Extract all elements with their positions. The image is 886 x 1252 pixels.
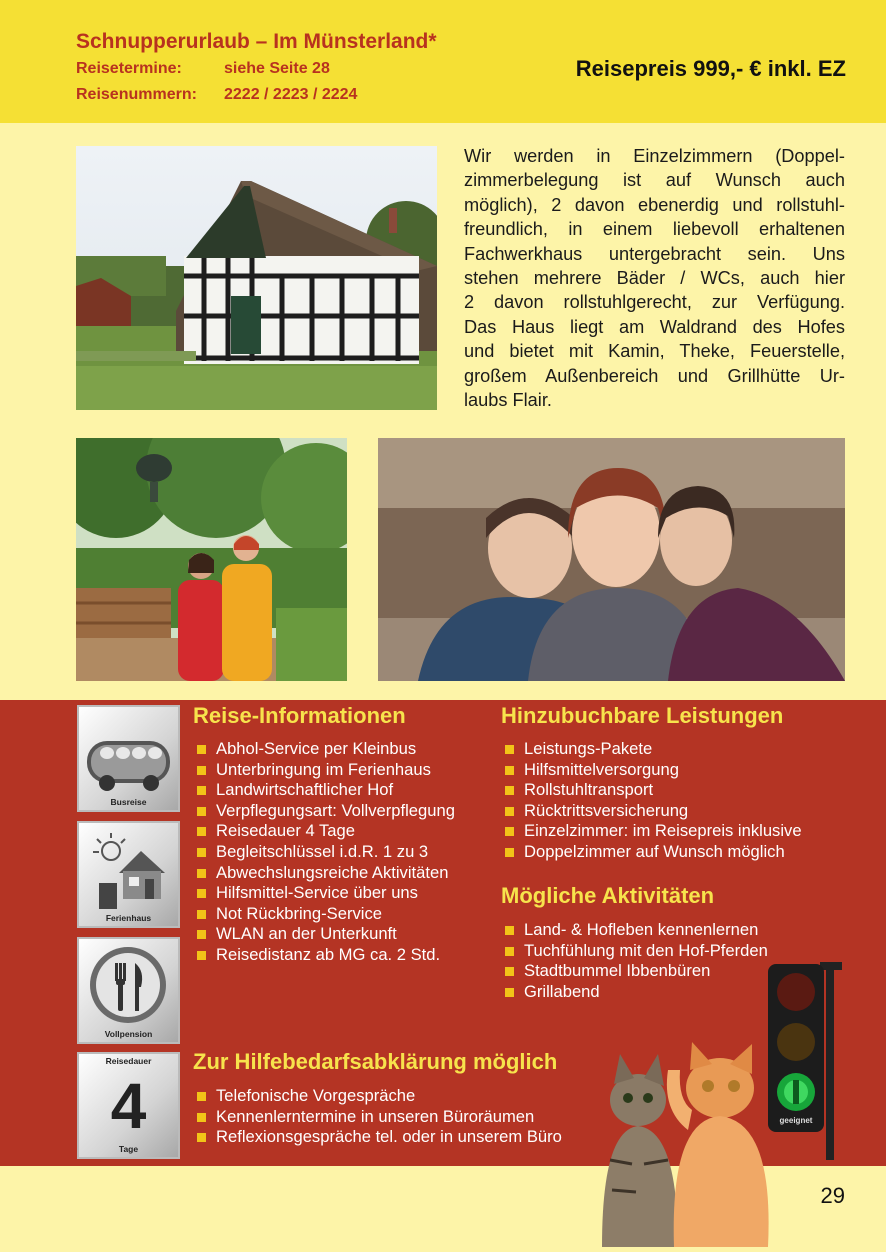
list-item: Reflexionsgespräche tel. oder in unserem Büro xyxy=(193,1127,562,1148)
garden-photo xyxy=(76,438,347,681)
reise-info-heading: Reise-Informationen xyxy=(193,703,406,728)
list-item: Telefonische Vorgespräche xyxy=(193,1086,562,1107)
intro-line: großem Außenbereich und Grillhütte Ur- xyxy=(464,365,845,386)
bus-caption: Busreise xyxy=(110,797,147,807)
reise-info-list xyxy=(193,739,455,966)
list-item: Doppelzimmer auf Wunsch möglich xyxy=(501,842,802,863)
bus-icon xyxy=(77,705,180,812)
duration-icon xyxy=(77,1052,180,1159)
traffic-light-caption: geeignet xyxy=(779,1116,813,1125)
list-item: Reisedauer 4 Tage xyxy=(193,821,455,842)
list-item: Leistungs-Pakete xyxy=(501,739,802,760)
intro-line: möglich), 2 davon ebenerdig und rollstuhl- xyxy=(464,194,845,215)
list-item: Unterbringung im Ferienhaus xyxy=(193,760,455,781)
intro-line: und bietet mit Kamin, Theke, Feuerstelle, xyxy=(464,341,845,362)
duration-top-label: Reisedauer xyxy=(105,1056,152,1066)
list-item: Rücktrittsversicherung xyxy=(501,801,802,822)
dates-label: Reisetermine: xyxy=(76,60,182,77)
meal-icon xyxy=(77,937,180,1044)
duration-value: 4 xyxy=(110,1070,147,1142)
aktivitaeten-heading: Mögliche Aktivitäten xyxy=(501,883,715,908)
numbers-row xyxy=(76,86,357,104)
meal-caption: Vollpension xyxy=(104,1029,153,1039)
hinzubuchbar-list xyxy=(501,739,802,863)
list-item: Rollstuhltransport xyxy=(501,780,802,801)
intro-line: Das Haus liegt am Waldrand des Hofes xyxy=(464,316,845,337)
intro-text xyxy=(464,144,845,412)
list-item: Verpflegungsart: Vollverpflegung xyxy=(193,801,455,822)
list-item: Hilfsmittelversorgung xyxy=(501,760,802,781)
list-item: Not Rückbring-Service xyxy=(193,904,455,925)
list-item: Begleitschlüssel i.d.R. 1 zu 3 xyxy=(193,842,455,863)
list-item: Land- & Hofleben kennenlernen xyxy=(501,920,768,941)
house-caption: Ferienhaus xyxy=(105,913,152,923)
group-photo xyxy=(378,438,845,681)
intro-line: Wir werden in Einzelzimmern (Doppel- xyxy=(464,146,845,166)
intro-line: Fachwerkhaus untergebracht sein. Uns xyxy=(464,243,845,264)
list-item: Grillabend xyxy=(501,982,768,1003)
list-item: Reisedistanz ab MG ca. 2 Std. xyxy=(193,945,455,966)
price-label: Reisepreis 999,- € inkl. EZ xyxy=(575,56,846,81)
list-item: WLAN an der Unterkunft xyxy=(193,924,455,945)
holiday-house-icon xyxy=(77,821,180,928)
page-title: Schnupperurlaub – Im Münsterland* xyxy=(76,30,437,53)
intro-line: freundlich, in einem liebevoll erhaltenen xyxy=(464,219,845,240)
hilfebedarf-list xyxy=(193,1086,562,1148)
page-number: 29 xyxy=(820,1183,845,1208)
numbers-value: 2222 / 2223 / 2224 xyxy=(224,86,358,103)
intro-line: stehen mehrere Bäder / WCs, auch hier xyxy=(464,267,845,288)
duration-bottom-label: Tage xyxy=(118,1144,139,1154)
list-item: Abwechslungsreiche Aktivitäten xyxy=(193,863,455,884)
list-item: Landwirtschaftlicher Hof xyxy=(193,780,455,801)
intro-line: laubs Flair. xyxy=(464,389,552,410)
intro-line: zimmerbelegung ist auf Wunsch auch xyxy=(464,170,845,191)
list-item: Abhol-Service per Kleinbus xyxy=(193,739,455,760)
kittens-image xyxy=(592,1040,782,1247)
list-item: Stadtbummel Ibbenbüren xyxy=(501,961,768,982)
list-item: Tuchfühlung mit den Hof-Pferden xyxy=(501,941,768,962)
hilfebedarf-heading: Zur Hilfebedarfsabklärung möglich xyxy=(193,1049,558,1074)
dates-row xyxy=(76,60,330,78)
aktivitaeten-list xyxy=(501,920,768,1002)
list-item: Einzelzimmer: im Reisepreis inklusive xyxy=(501,821,802,842)
farmhouse-photo xyxy=(76,146,437,410)
list-item: Kennenlerntermine in unseren Büroräumen xyxy=(193,1107,562,1128)
numbers-label: Reisenummern: xyxy=(76,86,197,103)
hinzubuchbar-heading: Hinzubuchbare Leistungen xyxy=(501,703,784,728)
dates-value: siehe Seite 28 xyxy=(224,60,330,77)
intro-line: 2 davon rollstuhlgerecht, zur Verfügung. xyxy=(464,292,845,313)
list-item: Hilfsmittel-Service über uns xyxy=(193,883,455,904)
